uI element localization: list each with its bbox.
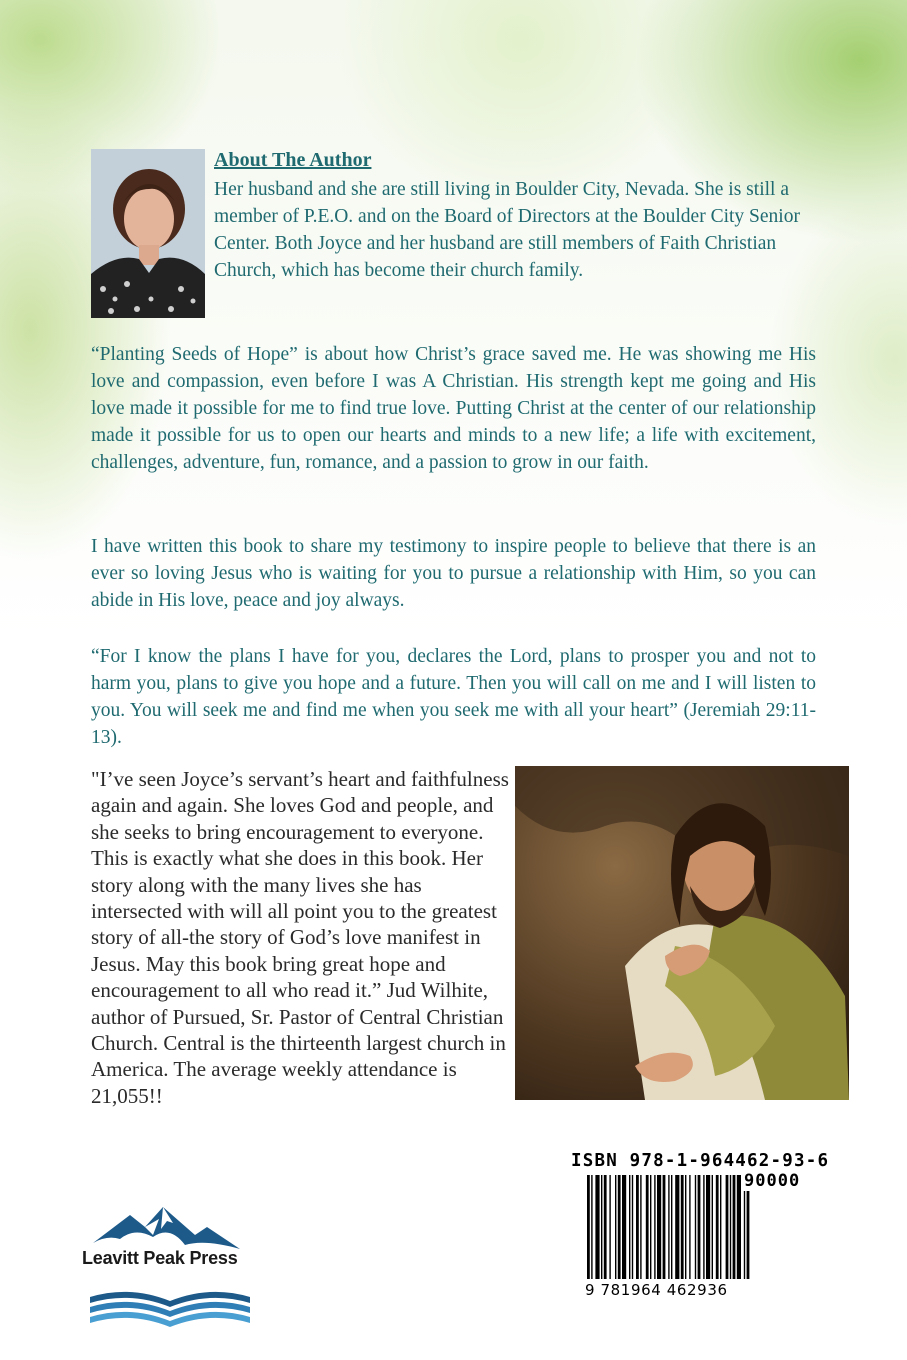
barcode-bar (604, 1175, 607, 1279)
jesus-painting (515, 766, 849, 1100)
barcode-bar (654, 1175, 655, 1279)
barcode-bar (695, 1175, 696, 1279)
barcode-bar (685, 1175, 686, 1279)
price-code: 90000 (744, 1171, 801, 1191)
barcode-bar (737, 1175, 741, 1279)
barcode-bar (663, 1175, 666, 1279)
barcode-bar (657, 1175, 661, 1279)
about-author-heading: About The Author (214, 149, 372, 171)
scripture-quote-paragraph: “For I know the plans I have for you, declares the Lord, plans to prosper you and not to harm you, plans to give you hope and a future. Then you will call on me and I will listen to you. You will seek me and find me when you seek me with all your heart” (Jeremiah 29:11-13). (91, 646, 816, 748)
about-author-text: Her husband and she are still living in Boulder City, Nevada. She is still a member of P.E.O. and on the Board of Directors at the Boulder City Senior Center. Both Joyce and her husband are still members of Faith Christian Church, which has become their church family. (214, 179, 800, 281)
barcode-bar (595, 1175, 599, 1279)
isbn-label: ISBN 978-1-964462-93-6 (571, 1151, 830, 1171)
barcode-bar (668, 1175, 669, 1279)
barcode-bar (587, 1175, 590, 1279)
barcode-bar (703, 1175, 704, 1279)
barcode-bar (646, 1175, 649, 1279)
barcode-bar (601, 1175, 602, 1279)
publisher-logo (75, 1205, 265, 1335)
barcode-bar (698, 1175, 701, 1279)
barcode-bar (618, 1175, 621, 1279)
barcode-bar (629, 1175, 630, 1279)
barcode-bar (671, 1175, 672, 1279)
barcode-bar (726, 1175, 729, 1279)
barcode-bar (615, 1175, 616, 1279)
publisher-name: Leavitt Peak Press (82, 1248, 238, 1268)
barcode-bar (689, 1175, 690, 1279)
barcode-bar (720, 1175, 721, 1279)
barcode-bar (681, 1175, 684, 1279)
barcode-bar (640, 1175, 641, 1279)
barcode-bar (609, 1175, 610, 1279)
barcode-bar (716, 1175, 719, 1279)
barcode-bar (632, 1175, 633, 1279)
author-photo (91, 149, 205, 318)
barcode-bar (636, 1175, 639, 1279)
barcode-bar (675, 1175, 679, 1279)
testimony-paragraph: I have written this book to share my testimony to inspire people to believe that there is an ever so loving Jesus who is waiting for you to pursue a relationship with Him, so you can abide in His love, peace and joy always. (91, 536, 816, 611)
barcode-bar (622, 1175, 626, 1279)
barcode-digits: 9 781964 462936 (585, 1281, 728, 1299)
barcode-bar (650, 1175, 651, 1279)
barcode-bar (730, 1175, 731, 1279)
barcode-bar (712, 1175, 713, 1279)
endorsement-quote: "I’ve seen Joyce’s servant’s heart and faithfulness again and again. She loves God and people, and she seeks to bring encouragement to everyone. This is exactly what she does in this book. Her story along with the many lives she has intersected with will all point you to the greatest story of all-the story of God’s love manifest in Jesus. May this book bring great hope and encouragement to all who read it.” Jud Wilhite, author of Pursued, Sr. Pastor of Central Christian Church. Central is the thirteenth largest church in America. The average weekly attendance is 21,055!! (91, 767, 509, 1108)
barcode-bar (706, 1175, 710, 1279)
book-description-paragraph: “Planting Seeds of Hope” is about how Christ’s grace saved me. He was showing me His love and compassion, even before I was A Christian. His strength kept me going and His love made it possible for me to find true love. Putting Christ at the center of our relationship made it possible for us to open our hearts and minds to a new life; a life with excitement, challenges, adventure, fun, romance, and a passion to grow in our faith. (91, 344, 816, 473)
barcode-bar (733, 1175, 736, 1279)
barcode-bar (591, 1175, 592, 1279)
